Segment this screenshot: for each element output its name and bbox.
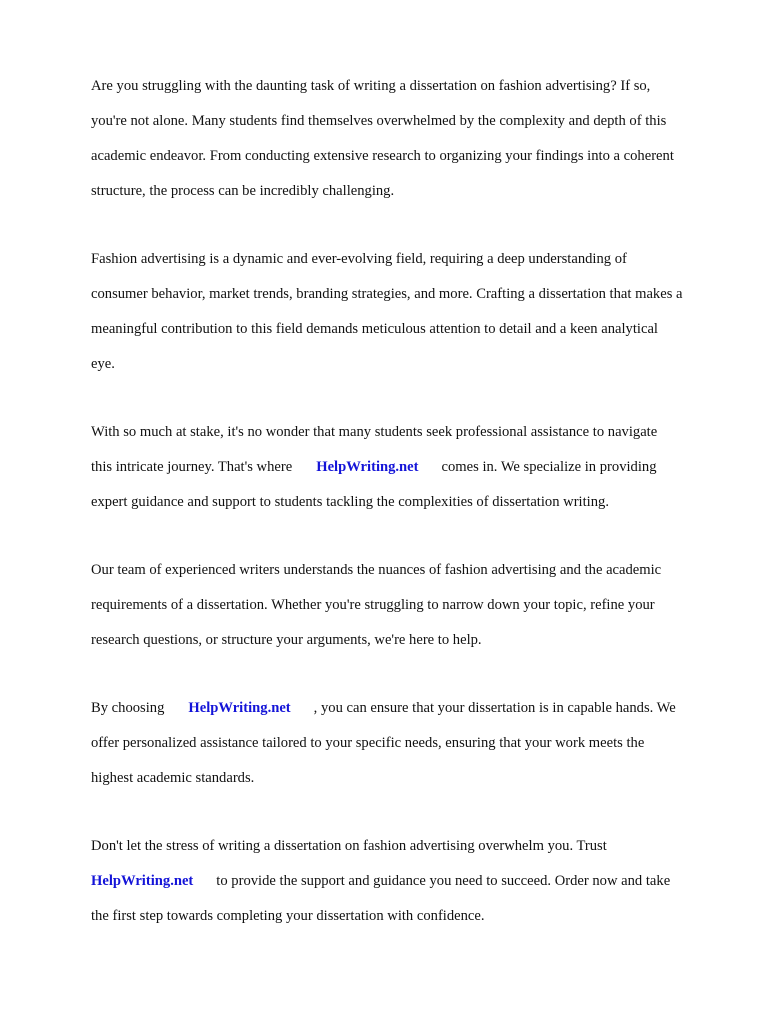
text-line: expert guidance and support to students tackling the complexities of dissertation writing. bbox=[91, 493, 609, 510]
text-line: requirements of a dissertation. Whether you're struggling to narrow down your topic, refine your bbox=[91, 596, 655, 613]
text-line: Fashion advertising is a dynamic and ever-evolving field, requiring a deep understanding of bbox=[91, 250, 627, 267]
helpwriting-link[interactable]: HelpWriting.net bbox=[91, 872, 194, 889]
text-segment: this intricate journey. That's where bbox=[91, 458, 293, 475]
text-segment: to provide the support and guidance you need to succeed. Order now and take bbox=[216, 872, 671, 889]
paragraph-field bbox=[91, 233, 731, 391]
text-line: highest academic standards. bbox=[91, 769, 255, 786]
text-line bbox=[91, 873, 731, 891]
text-line: Are you struggling with the daunting task of writing a dissertation on fashion advertising? If so, bbox=[91, 77, 651, 94]
text-line: academic endeavor. From conducting extensive research to organizing your findings into a coherent bbox=[91, 147, 674, 164]
paragraph-choosing bbox=[91, 682, 731, 805]
paragraph-intro bbox=[91, 60, 731, 218]
text-segment: , you can ensure that your dissertation is in capable hands. We bbox=[313, 699, 676, 716]
text-line: offer personalized assistance tailored to your specific needs, ensuring that your work meets the bbox=[91, 734, 645, 751]
text-line: eye. bbox=[91, 355, 115, 372]
paragraph-team bbox=[91, 544, 731, 667]
text-line bbox=[91, 459, 731, 477]
text-line: research questions, or structure your arguments, we're here to help. bbox=[91, 631, 482, 648]
text-segment: By choosing bbox=[91, 699, 165, 716]
helpwriting-link[interactable]: HelpWriting.net bbox=[188, 699, 291, 716]
text-line: the first step towards completing your dissertation with confidence. bbox=[91, 907, 485, 924]
text-line: Don't let the stress of writing a dissertation on fashion advertising overwhelm you. Trust bbox=[91, 837, 607, 854]
text-line: structure, the process can be incredibly challenging. bbox=[91, 182, 395, 199]
text-line bbox=[91, 700, 731, 718]
helpwriting-link[interactable]: HelpWriting.net bbox=[316, 458, 419, 475]
text-line: With so much at stake, it's no wonder that many students seek professional assistance to navigate bbox=[91, 423, 658, 440]
document-page bbox=[91, 60, 731, 958]
paragraph-closing bbox=[91, 820, 731, 943]
paragraph-assistance bbox=[91, 406, 731, 529]
text-line: Our team of experienced writers understands the nuances of fashion advertising and the academic bbox=[91, 561, 662, 578]
text-line: you're not alone. Many students find themselves overwhelmed by the complexity and depth of this bbox=[91, 112, 667, 129]
text-line: meaningful contribution to this field demands meticulous attention to detail and a keen analytical bbox=[91, 320, 658, 337]
text-line: consumer behavior, market trends, branding strategies, and more. Crafting a dissertation that makes a bbox=[91, 285, 683, 302]
text-segment: comes in. We specialize in providing bbox=[441, 458, 657, 475]
